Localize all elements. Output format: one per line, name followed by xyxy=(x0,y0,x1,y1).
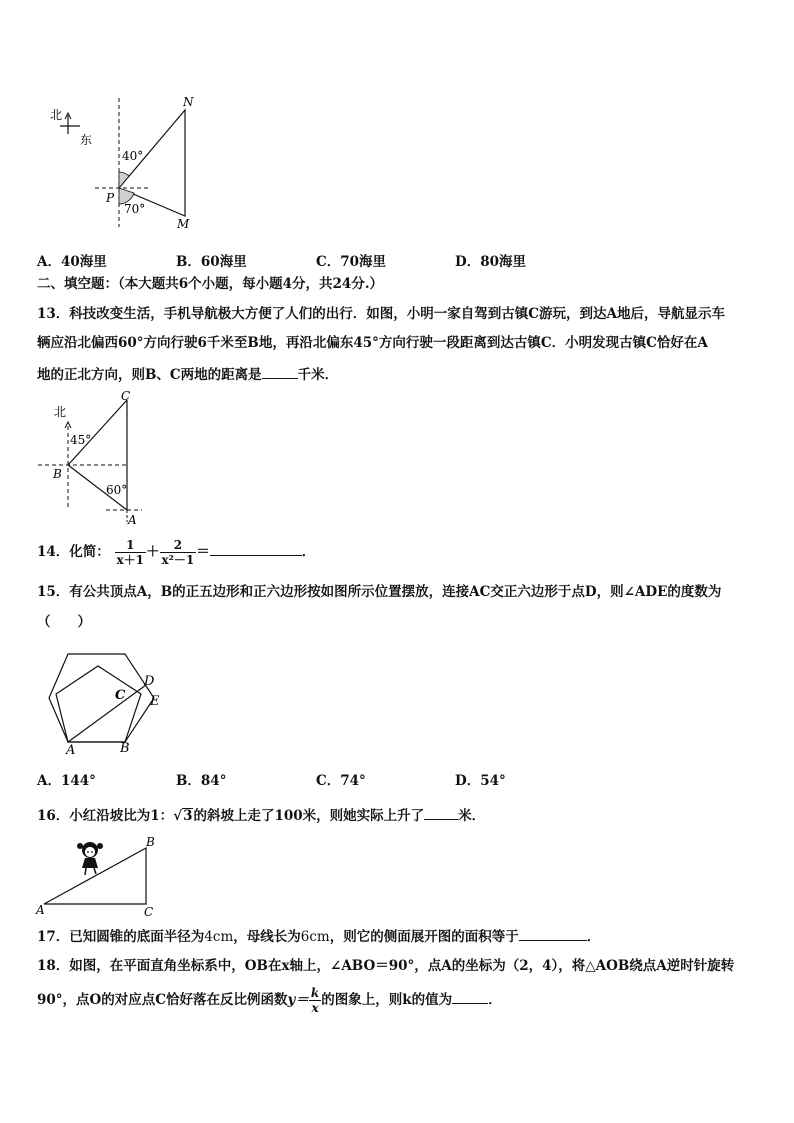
q18-line-2-text: 90°，点O的对应点C恰好落在反比例函数 xyxy=(37,992,288,1008)
figure-q16-slope xyxy=(34,834,164,918)
q13-answer-blank[interactable] xyxy=(262,364,298,379)
q17-answer-blank[interactable] xyxy=(519,926,587,941)
q15-point-c-label: C xyxy=(115,688,126,703)
point-p-label: P xyxy=(106,191,115,205)
q16-sqrt-value: 3 xyxy=(183,808,193,824)
fig13-point-c-label: C xyxy=(121,389,131,403)
q18-fraction-num: k xyxy=(310,986,320,1000)
q15-option-a: A．144° xyxy=(37,773,96,789)
q14-end: ． xyxy=(301,544,316,560)
regular-pentagon xyxy=(56,666,141,742)
angle-40-arc xyxy=(119,172,129,188)
q16-middle: 的斜坡上走了100米，则她实际上升了 xyxy=(193,808,425,824)
fig13-point-b-label: B xyxy=(53,467,62,481)
q13-line-1: 13．科技改变生活，手机导航极大方便了人们的出行．如图，小明一家自驾到古镇C游玩，到达A地后，导航显示车 xyxy=(37,306,726,322)
q15-option-c: C．74° xyxy=(316,773,366,789)
q16-line xyxy=(37,805,485,826)
girl-figure-icon xyxy=(77,842,103,875)
fig13-north-label: 北 xyxy=(54,405,67,419)
q15-point-e-label: E xyxy=(150,694,160,709)
q15-point-d-label: D xyxy=(144,674,155,689)
section-2-heading: 二、填空题：（本大题共6个小题，每小题4分，共24分.） xyxy=(37,276,384,292)
q13-line-2: 辆应沿北偏西60°方向行驶6千米至B地，再沿北偏东45°方向行驶一段距离到达古镇C．小明发现古镇C恰好在A xyxy=(37,335,708,351)
q16-answer-blank[interactable] xyxy=(424,805,458,820)
compass-east-label: 东 xyxy=(80,133,93,147)
q18-line-1: 18．如图，在平面直角坐标系中，OB在x轴上，∠ABO＝90°，点A的坐标为（2，4），将△AOB绕点A逆时针旋转 xyxy=(37,958,735,974)
q17-text-b: ，母线长为 xyxy=(233,929,301,945)
q15-line-1: 15．有公共顶点A，B的正五边形和正六边形按如图所示位置摆放，连接AC交正六边形于点D，则∠ADE的度数为 xyxy=(37,584,722,600)
point-m-label: M xyxy=(177,217,190,231)
fig13-angle-45-label: 45° xyxy=(70,433,92,447)
q17-slant-height: 6cm xyxy=(300,929,330,945)
q16-end: 米． xyxy=(458,808,486,824)
fig13-point-a-label: A xyxy=(128,513,137,527)
q14-prefix: 14．化简： xyxy=(37,544,110,560)
figure-q13-bearing xyxy=(34,388,154,528)
q14-fraction-2-den: x²－1 xyxy=(161,553,195,567)
q14-fraction-2-num: 2 xyxy=(160,538,197,553)
q14-fraction-1-num: 1 xyxy=(115,538,147,553)
q15-point-a-label: A xyxy=(66,743,76,758)
q15-option-b: B．84° xyxy=(176,773,227,789)
angle-70-label: 70° xyxy=(124,202,146,216)
fig13-angle-60-label: 60° xyxy=(106,483,128,497)
figure-q15-polygons xyxy=(44,648,174,758)
q13-line-3 xyxy=(37,364,338,385)
q18-end: ． xyxy=(488,992,502,1008)
q14-line xyxy=(37,536,315,568)
q14-answer-blank[interactable] xyxy=(210,541,302,556)
angle-40-label: 40° xyxy=(122,149,144,163)
q15-line-2: （ ） xyxy=(37,614,91,630)
q18-line-2-tail: 的图象上，则k的值为 xyxy=(321,992,453,1008)
q13-line-3-end: 千米． xyxy=(297,367,339,383)
q12-option-c: C．70海里 xyxy=(316,254,387,270)
q14-equals: ＝ xyxy=(196,544,210,560)
q17-line xyxy=(37,926,600,947)
q18-line-2 xyxy=(37,984,502,1016)
q14-plus: ＋ xyxy=(146,544,160,560)
point-n-label: N xyxy=(183,95,194,109)
q16-point-c-label: C xyxy=(144,905,154,919)
q14-fraction-1 xyxy=(115,538,147,567)
q16-prefix: 16．小红沿坡比为1： xyxy=(37,808,174,824)
figure-q12-bearing xyxy=(40,92,225,232)
q18-function-y: y＝ xyxy=(287,992,309,1008)
q12-option-a: A．40海里 xyxy=(37,254,107,270)
q18-function-fraction xyxy=(309,986,321,1015)
q15-option-d: D．54° xyxy=(455,773,506,789)
q14-fraction-2 xyxy=(160,538,197,567)
q17-text-a: 17．已知圆锥的底面半径为 xyxy=(37,929,205,945)
q18-fraction-den: x xyxy=(311,1001,319,1015)
q16-point-b-label: B xyxy=(146,835,155,849)
q16-sqrt: √3 xyxy=(173,808,193,824)
q12-option-d: D．80海里 xyxy=(455,254,526,270)
q14-fraction-1-den: x＋1 xyxy=(116,553,145,567)
q13-line-3-text: 地的正北方向，则B、C两地的距离是 xyxy=(37,367,262,383)
compass-north-label: 北 xyxy=(50,108,63,122)
q18-answer-blank[interactable] xyxy=(452,989,488,1004)
q12-option-b: B．60海里 xyxy=(176,254,247,270)
q16-point-a-label: A xyxy=(36,903,45,917)
q15-point-b-label: B xyxy=(120,741,130,756)
q17-radius: 4cm xyxy=(204,929,234,945)
q17-end: ． xyxy=(586,929,601,945)
slope-triangle xyxy=(44,848,146,904)
q17-text-c: ，则它的侧面展开图的面积等于 xyxy=(329,929,519,945)
